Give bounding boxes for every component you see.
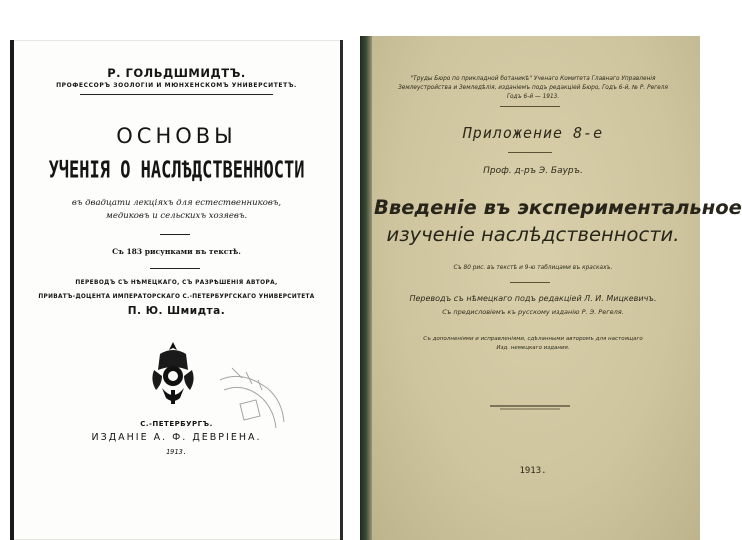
library-stamp-icon: [212, 360, 292, 440]
right-year: 1913.: [519, 466, 547, 476]
left-title-line2: УЧЕНІЯ О НАСЛѢДСТВЕННОСТИ: [48, 157, 305, 184]
right-title-line2: изученіе наслѣдственности.: [386, 223, 680, 246]
right-note-line2: Изд. немецкаго издания.: [496, 345, 570, 351]
left-translation-line2: ПРИВАТЪ-ДОЦЕНТА ИМПЕРАТОРСКАГО С.-ПЕТЕРБУРГСКАГО УНИВЕРСИТЕТА: [38, 294, 315, 300]
left-figures-note: Съ 183 рисунками въ текстѣ.: [112, 247, 241, 256]
right-page-gutter: [360, 36, 372, 540]
right-translation-line2: Съ предисловіемъ къ русскому изданію Р. Э. Регеля.: [442, 308, 624, 316]
right-divider-top: [500, 106, 560, 107]
left-divider-top: [80, 94, 273, 95]
left-subtitle-line1: въ двадцати лекціяхъ для естественниковъ,: [71, 198, 282, 208]
right-header-line3: Годъ 6-й — 1913.: [506, 94, 560, 100]
publisher-emblem-icon: [150, 340, 196, 406]
left-divider-mid: [160, 234, 190, 235]
right-translation-line1: Переводъ съ нѣмецкаго подъ редакціей Л. И. Мицкевичъ.: [409, 294, 657, 303]
left-year: 1913.: [165, 448, 188, 456]
right-author: Проф. д-ръ Э. Бауръ.: [483, 166, 583, 176]
left-author: Р. ГОЛЬДШМИДТЪ.: [107, 66, 246, 80]
left-page-edge: [10, 40, 14, 540]
right-header-line2: Землеустройства и Земледѣлія, изданіемъ подъ редакціей Бюро, Годъ 6-й, № Р. Регеля: [398, 85, 668, 91]
right-note-line1: Съ дополненіями и исправленіями, сдѣланными авторомъ для настоящаго: [423, 336, 643, 342]
right-page-paper: [372, 36, 742, 540]
left-subtitle-line2: медиковъ и сельскихъ хозяевъ.: [105, 211, 248, 221]
right-header-line1: "Труды Бюро по прикладной ботаникѣ" Ученаго Комитета Главнаго Управленія: [410, 76, 656, 82]
left-title-page: [10, 40, 343, 540]
left-publisher: ИЗДАНІЕ А. Ф. ДЕВРІЕНА.: [91, 432, 262, 443]
left-title-line1: ОСНОВЫ: [116, 124, 237, 148]
left-page-right-edge: [340, 40, 343, 540]
left-translation-line1: ПЕРЕВОДЪ СЪ НѢМЕЦКАГО, СЪ РАЗРѢШЕНІЯ АВТОРА,: [75, 280, 278, 286]
left-divider-mid2: [150, 268, 200, 269]
right-figures-note: Съ 80 рис. въ текстѣ и 9-ю таблицами въ краскахъ.: [453, 265, 613, 271]
right-title-line1: Введеніе въ экспериментальное: [374, 196, 742, 219]
right-divider-mid: [508, 152, 552, 153]
right-divider-mid2: [510, 282, 550, 283]
left-author-position: ПРОФЕССОРЪ ЗООЛОГІИ И МЮНХЕНСКОМЪ УНИВЕРСИТЕТЪ.: [56, 82, 297, 89]
left-translator: П. Ю. Шмидта.: [127, 305, 226, 317]
ornament-divider-icon: [490, 403, 570, 411]
right-title-page: [360, 36, 742, 540]
right-appendix: Приложение 8-е: [462, 124, 604, 142]
left-city: С.-ПЕТЕРБУРГЪ.: [140, 420, 213, 428]
